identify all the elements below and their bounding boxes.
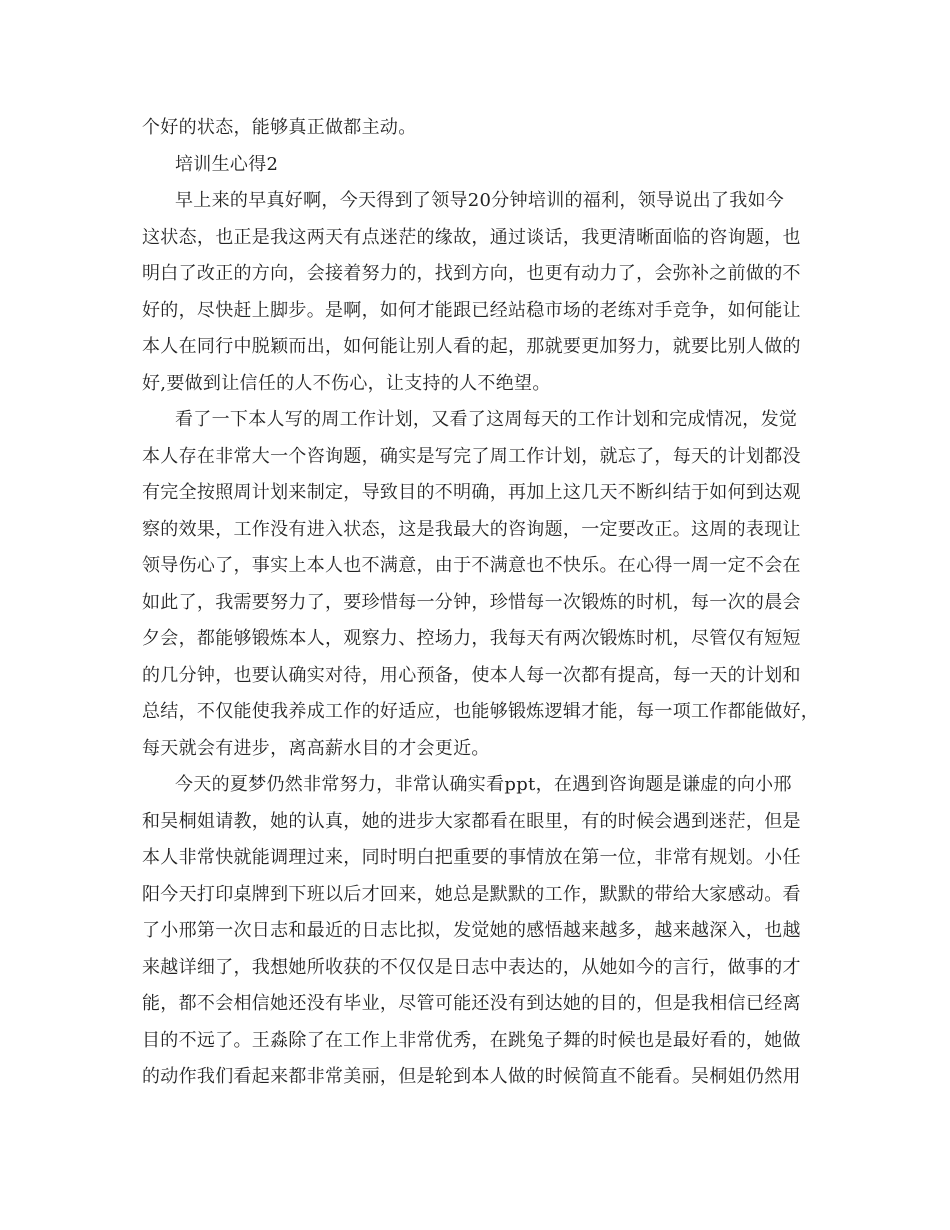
paragraph-line: 能，都不会相信她还没有毕业，尽管可能还没有到达她的目的，但是我相信已经离	[142, 993, 801, 1014]
paragraph-2	[142, 402, 842, 767]
paragraph-line: 每天就会有进步，离高薪水目的才会更近。	[142, 737, 490, 759]
paragraph-line: 看了一下本人写的周工作计划，又看了这周每天的工作计划和完成情况，发觉	[175, 409, 798, 430]
paragraph-line: 总结，不仅能使我养成工作的好适应，也能够锻炼逻辑才能，每一项工作都能做好，	[142, 701, 820, 722]
paragraph-line: 的动作我们看起来都非常美丽，但是轮到本人做的时候简直不能看。吴桐姐仍然用	[142, 1066, 801, 1087]
paragraph-line: 的几分钟，也要认确实对待，用心预备，使本人每一次都有提高，每一天的计划和	[142, 664, 801, 686]
paragraph-line: 好,要做到让信任的人不伤心，让支持的人不绝望。	[142, 372, 551, 394]
paragraph-line: 了小邢第一次日志和最近的日志比拟，发觉她的感悟越来越多，越来越深入，也越	[142, 920, 801, 941]
paragraph-line: 好的，尽快赶上脚步。是啊，如何才能跟已经站稳市场的老练对手竞争，如何能让	[142, 299, 801, 321]
document-body	[142, 110, 842, 1096]
paragraph-line: 和吴桐姐请教，她的认真，她的进步大家都看在眼里，有的时候会遇到迷茫，但是	[142, 810, 801, 832]
paragraph-line: 领导伤心了，事实上本人也不满意，由于不满意也不快乐。在心得一周一定不会在	[142, 555, 801, 576]
paragraph-line: 本人存在非常大一个咨询题，确实是写完了周工作计划，就忘了，每天的计划都没	[142, 445, 801, 467]
paragraph-line: 来越详细了，我想她所收获的不仅仅是日志中表达的，从她如今的言行，做事的才	[142, 956, 801, 978]
paragraph-line: 这状态，也正是我这两天有点迷茫的缘故，通过谈话，我更清晰面临的咨询题，也	[142, 226, 801, 248]
paragraph-line: 本人非常快就能调理过来，同时明白把重要的事情放在第一位，非常有规划。小任	[142, 847, 801, 868]
paragraph-line: 目的不远了。王淼除了在工作上非常优秀，在跳兔子舞的时候也是最好看的，她做	[142, 1029, 801, 1051]
paragraph-line: 如此了，我需要努力了，要珍惜每一分钟，珍惜每一次锻炼的时机，每一次的晨会	[142, 591, 801, 613]
section-heading: 培训生心得2	[175, 153, 279, 175]
paragraph-line: 明白了改正的方向，会接着努力的，找到方向，也更有动力了，会弥补之前做的不	[142, 263, 801, 284]
paragraph-line: 早上来的早真好啊，今天得到了领导20分钟培训的福利，领导说出了我如今	[175, 190, 785, 211]
intro-tail-line: 个好的状态，能够真正做都主动。	[142, 117, 417, 138]
paragraph-line: 夕会，都能够锻炼本人，观察力、控场力，我每天有两次锻炼时机，尽管仅有短短	[142, 628, 801, 649]
paragraph-line: 阳今天打印桌牌到下班以后才回来，她总是默默的工作，默默的带给大家感动。看	[142, 883, 801, 905]
paragraph-3	[142, 767, 842, 1096]
paragraph-line: 本人在同行中脱颖而出，如何能让别人看的起，那就要更加努力，就要比别人做的	[142, 336, 801, 357]
paragraph-line: 察的效果，工作没有进入状态，这是我最大的咨询题，一定要改正。这周的表现让	[142, 518, 801, 540]
paragraph-line: 有完全按照周计划来制定，导致目的不明确，再加上这几天不断纠结于如何到达观	[142, 482, 801, 503]
paragraph-line: 今天的夏梦仍然非常努力，非常认确实看ppt，在遇到咨询题是谦虚的向小邢	[175, 774, 792, 795]
paragraph-1	[142, 183, 842, 402]
